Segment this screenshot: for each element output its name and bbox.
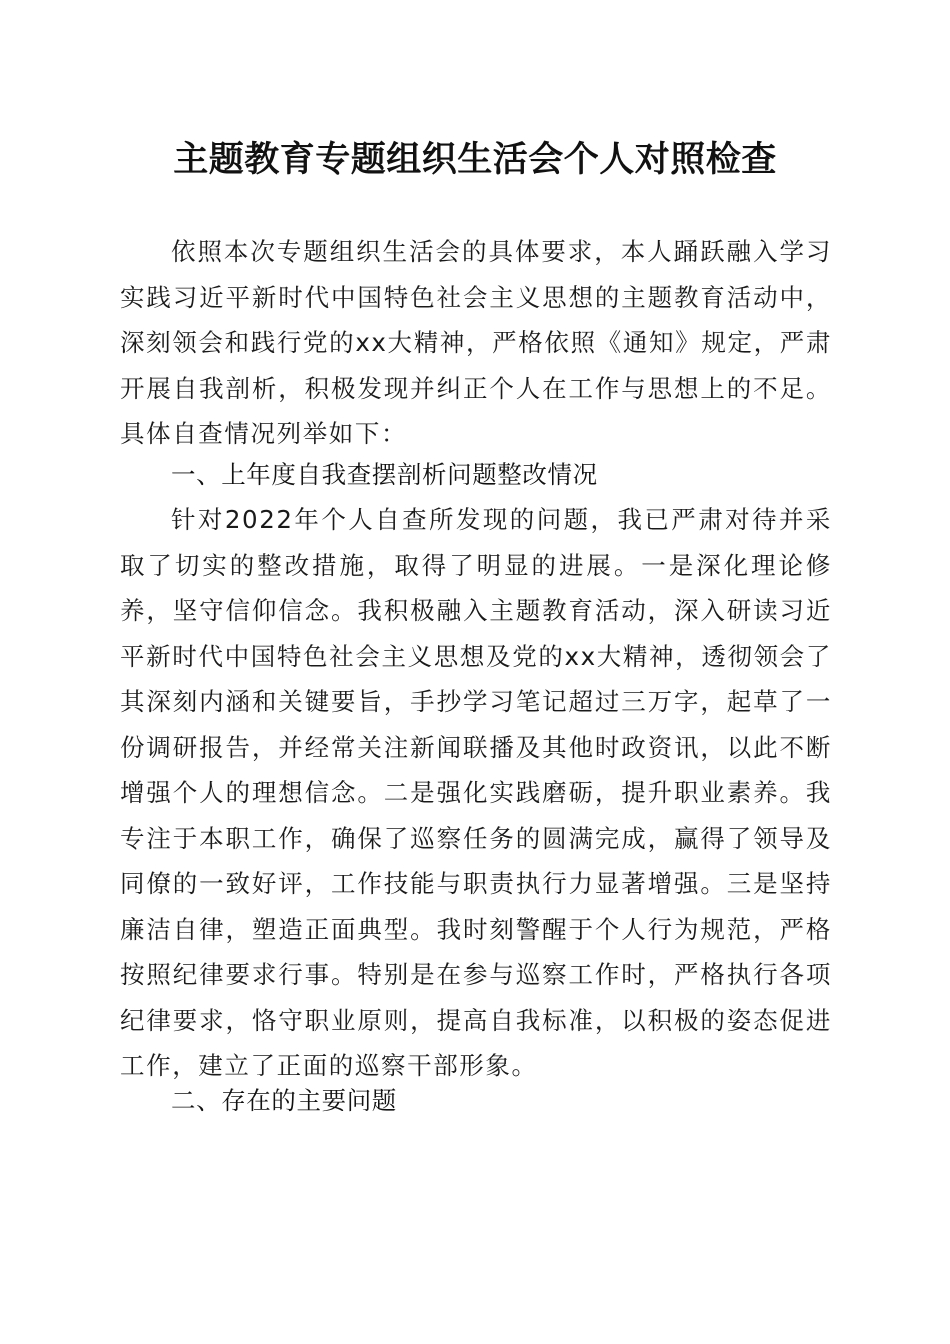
section-heading-1: 一、上年度自我查摆剖析问题整改情况 bbox=[171, 460, 598, 489]
section-heading-2: 二、存在的主要问题 bbox=[171, 1086, 397, 1115]
section-1-paragraph: 针对2022年个人自查所发现的问题，我已严肃对待并采取了切实的整改措施，取得了明显的进展。一是深化理论修养，坚守信仰信念。我积极融入主题教育活动，深入研读习近平新时代中国特色社会主义思想及党的xx大精神，透彻领会了其深刻内涵和关键要旨，手抄学习笔记超过三万字，起草了一份调研报告，并经常关注新闻联播及其他时政资讯，以此不断增强个人的理想信念。二是强化实践磨砺，提升职业素养。我专注于本职工作，确保了巡察任务的圆满完成，赢得了领导及同僚的一致好评，工作技能与职责执行力显著增强。三是坚持廉洁自律，塑造正面典型。我时刻警醒于个人行为规范，严格按照纪律要求行事。特别是在参与巡察工作时，严格执行各项纪律要求，恪守职业原则，提高自我标准，以积极的姿态促进工作，建立了正面的巡察干部形象。 bbox=[120, 505, 832, 1080]
intro-paragraph: 依照本次专题组织生活会的具体要求，本人踊跃融入学习实践习近平新时代中国特色社会主义思想的主题教育活动中，深刻领会和践行党的xx大精神，严格依照《通知》规定，严肃开展自我剖析，积极发现并纠正个人在工作与思想上的不足。具体自查情况列举如下： bbox=[120, 237, 832, 448]
document-title: 主题教育专题组织生活会个人对照检查 bbox=[173, 139, 777, 180]
